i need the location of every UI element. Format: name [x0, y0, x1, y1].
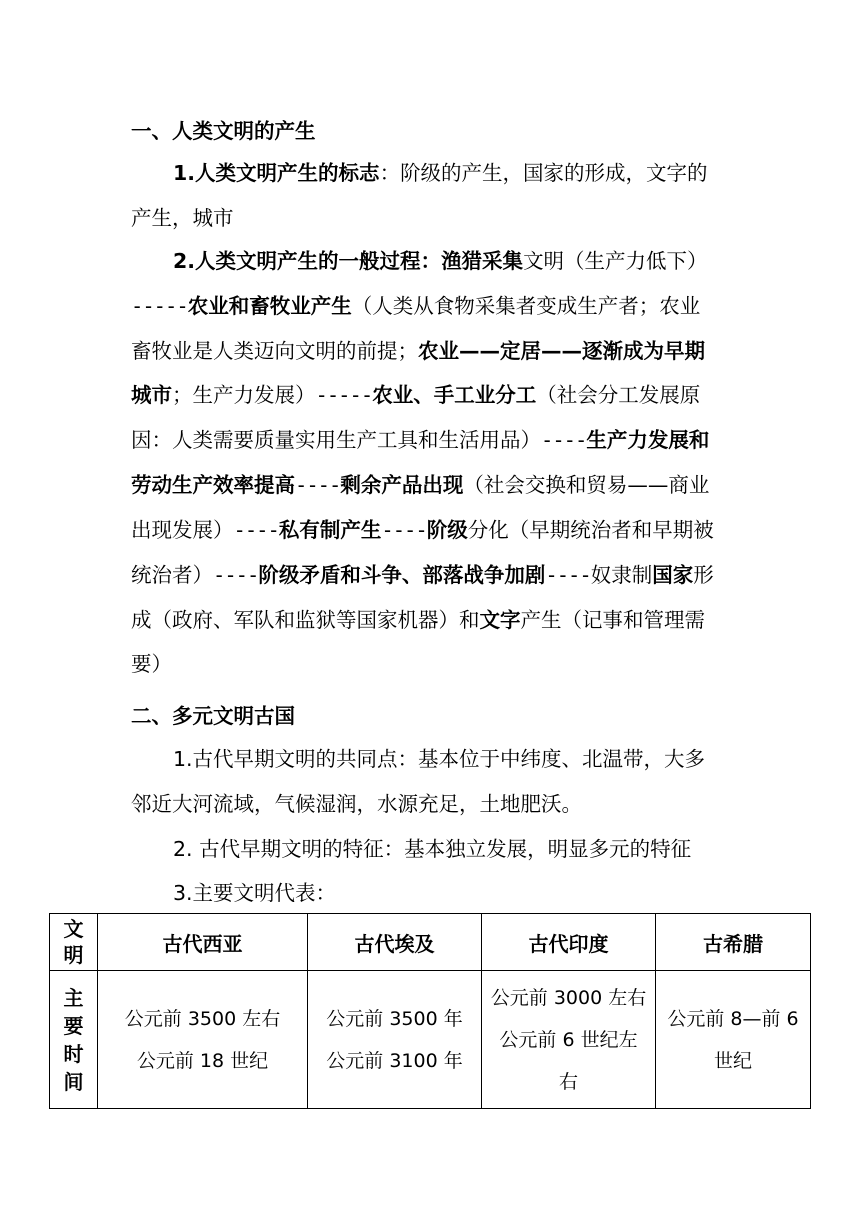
- item2-line: [131, 516, 714, 544]
- bold-term: 劳动生产效率提高: [131, 473, 295, 497]
- column-header: 古希腊: [656, 914, 811, 971]
- column-header: 古代西亚: [98, 914, 308, 971]
- text-segment: 产生（记事和管理需: [520, 608, 705, 632]
- text-segment: 畜牧业是人类迈向文明的前提；: [131, 339, 418, 363]
- cell-line: 公元前 6 世纪左: [499, 1028, 638, 1051]
- table-cell: [482, 971, 656, 1109]
- section2-item1-line2: 邻近大河流域，气候湿润，水源充足，土地肥沃。: [131, 792, 582, 816]
- bold-term: 农业和畜牧业产生: [187, 294, 352, 318]
- cell-line: 公元前 3000 左右: [490, 986, 647, 1009]
- bold-term: 渔猎采集: [441, 249, 524, 273]
- cell-line: 公元前 3500 年: [326, 1007, 463, 1030]
- section2-item2: 2. 古代早期文明的特征：基本独立发展，明显多元的特征: [173, 837, 692, 861]
- item2-line: [131, 292, 700, 320]
- bold-term: 国家: [652, 563, 694, 587]
- item2-line: [173, 247, 708, 275]
- item2-line: [131, 381, 700, 409]
- text-segment: 统治者）: [131, 563, 213, 587]
- section1-heading: 一、人类文明的产生: [131, 119, 316, 143]
- header-label-char: 明: [63, 943, 84, 967]
- item1-text: 阶级的产生，国家的形成，文字的: [400, 161, 708, 185]
- table-cell: [656, 971, 811, 1109]
- bold-term: 私有制产生: [278, 518, 382, 542]
- section2-heading: 二、多元文明古国: [131, 704, 295, 728]
- bold-term: 2.人类文明产生的一般过程：: [173, 249, 442, 273]
- item2-line: [131, 426, 709, 454]
- dash-separator: ----: [541, 428, 587, 452]
- text-segment: （社会分工发展原: [536, 383, 701, 407]
- bold-term: 城市: [131, 383, 172, 407]
- item1-label: 1.人类文明产生的标志: [173, 161, 380, 185]
- bold-term: 阶级: [426, 518, 468, 542]
- section2-item1-line1: 1.古代早期文明的共同点：基本位于中纬度、北温带，大多: [173, 747, 706, 771]
- cell-line: 公元前 18 世纪: [136, 1049, 269, 1072]
- cell-line: 右: [558, 1070, 578, 1093]
- row-label-char: 主: [63, 985, 84, 1010]
- dash-separator: ----: [545, 563, 591, 587]
- item2-line: [131, 337, 705, 365]
- table-cell: [308, 971, 482, 1109]
- text-segment: 要）: [131, 652, 172, 676]
- row-label-cell: [50, 971, 98, 1109]
- header-label-char: 文: [63, 917, 84, 941]
- bold-term: 剩余产品出现: [340, 473, 464, 497]
- dash-separator: ----: [233, 518, 279, 542]
- text-segment: 成（政府、军队和监狱等国家机器）和: [131, 608, 480, 632]
- text-segment: 出现发展）: [131, 518, 234, 542]
- table-header-row: [50, 914, 811, 971]
- dash-separator: -----: [131, 294, 188, 318]
- column-header: 古代埃及: [308, 914, 482, 971]
- section1-item1-line2: 产生，城市: [131, 206, 234, 230]
- column-header: 古代印度: [482, 914, 656, 971]
- dash-separator: -----: [315, 383, 373, 407]
- cell-line: 公元前 3100 年: [326, 1049, 463, 1072]
- row-label-char: 要: [63, 1013, 84, 1038]
- cell-line: 公元前 3500 左右: [124, 1007, 281, 1030]
- dash-separator: ----: [381, 518, 427, 542]
- text-segment: 因：人类需要质量实用生产工具和生活用品）: [131, 428, 541, 452]
- bold-term: 农业、手工业分工: [372, 383, 537, 407]
- text-segment: 奴隶制: [590, 563, 653, 587]
- table-row: [50, 971, 811, 1109]
- row-label-char: 间: [63, 1069, 84, 1094]
- text-segment: （人类从食物采集者变成生产者；农业: [351, 294, 701, 318]
- dash-separator: ----: [213, 563, 259, 587]
- civilizations-table: [49, 913, 811, 1109]
- bold-term: 生产力发展和: [586, 428, 710, 452]
- item1-colon: ：: [379, 161, 401, 185]
- dash-separator: ----: [295, 473, 341, 497]
- bold-term: 农业——定居——逐渐成为早期: [418, 339, 705, 363]
- text-segment: 分化（早期统治者和早期被: [467, 518, 714, 542]
- table-cell: [98, 971, 308, 1109]
- item2-line: [131, 471, 709, 499]
- item2-line: [131, 606, 705, 634]
- bold-term: 文字: [479, 608, 521, 632]
- section1-item1-line1: [173, 159, 708, 187]
- text-segment: （社会交换和贸易——商业: [463, 473, 710, 497]
- cell-line: 世纪: [713, 1049, 752, 1072]
- text-segment: ；生产力发展）: [172, 383, 316, 407]
- section2-item3: 3.主要文明代表：: [173, 881, 337, 905]
- text-segment: 文明（生产力低下）: [523, 249, 708, 273]
- item2-line: [131, 650, 172, 678]
- text-segment: 形: [693, 563, 714, 587]
- row-label-char: 时: [63, 1041, 84, 1066]
- bold-term: 阶级矛盾和斗争、部落战争加剧: [258, 563, 546, 587]
- item2-line: [131, 561, 714, 589]
- header-label-cell: [50, 914, 98, 971]
- cell-line: 公元前 8—前 6: [667, 1007, 799, 1030]
